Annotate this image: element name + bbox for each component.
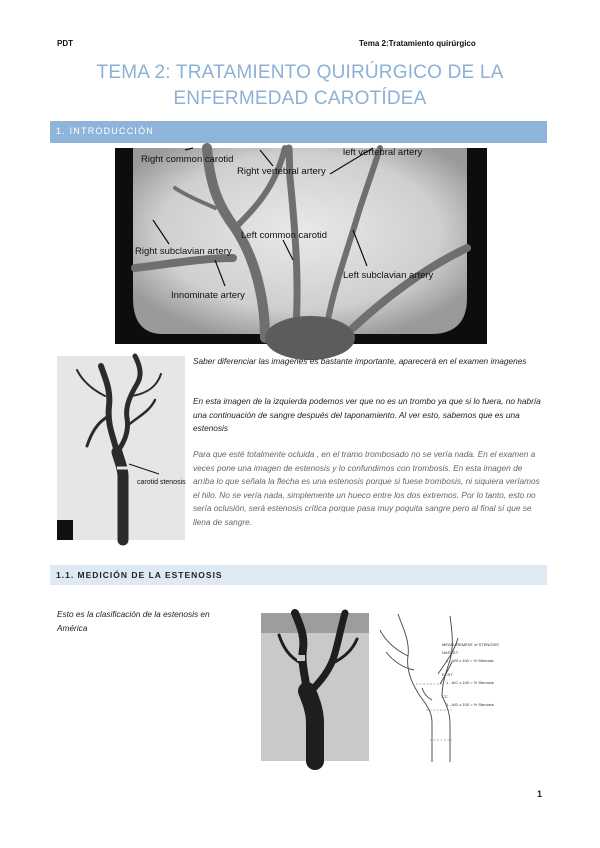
diagram-heading: MEASUREMENT of STENOSIS [442, 642, 499, 647]
paragraph-3: Para que esté totalmente ocluida , en el tramo trombosado no se vería nada. En el examen a veces pone una imagen de estenosis y lo confundimos con trombosis. En esta imagen de arriba lo que señala la flecha es una estenosis porque si fuese trombosis, ni siquiera veríamos el hilo. No se vería nada, simplemente un hueco entre los dos extremos. Por lo tanto, esto no sería oclusión, será estenosis crítica porque pasa muy poquita sangre pero al final sí que se llena de sangre. [193, 449, 540, 527]
section-heading-introduccion [50, 121, 547, 143]
title-line-1: TEMA 2: TRATAMIENTO QUIRÚRGICO DE LA [96, 62, 504, 83]
header-left: PDT [57, 39, 73, 48]
header-right: Tema 2:Tratamiento quirúrgico [359, 39, 476, 48]
diagram-method-1-name: NASCET [442, 650, 459, 655]
label-left-common-carotid: Left common carotid [241, 230, 328, 241]
diagram-method-3-name: CC [442, 694, 448, 699]
stenosis-measurement-angiogram [261, 613, 369, 761]
paragraph-2: En esta imagen de la izquierda podemos ver que no es un trombo ya que si lo fuera, no habría una continuación de sangre después del taponamiento. Al ver esto, sabemos que es una estenosis [193, 396, 541, 433]
label-carotid-stenosis: carotid stenosis [137, 479, 186, 486]
label-right-common-carotid: Right common carotid [141, 154, 234, 165]
page-number: 1 [536, 789, 542, 799]
classification-text: Esto es la clasificación de la estenosis en América [57, 609, 210, 633]
label-right-subclavian-artery: Right subclavian artery [135, 246, 232, 257]
section-heading-text: 1. INTRODUCCIÓN [56, 126, 155, 136]
diagram-method-3-formula: 1 - A/D x 100 = % Stenosis [446, 702, 494, 707]
diagram-method-1-formula: 1 - A/B x 100 = % Stenosis [446, 658, 494, 663]
label-left-subclavian-artery: Left subclavian artery [343, 270, 434, 281]
subsection-heading-medicion [50, 565, 547, 585]
title-line-2: ENFERMEDAD CAROTÍDEA [173, 88, 427, 109]
subsection-heading-text: 1.1. MEDICIÓN DE LA ESTENOSIS [56, 570, 223, 580]
label-right-vertebral-artery: Right vertebral artery [237, 166, 326, 177]
paragraph-1: Saber diferenciar las imagenes es bastante importante, aparecerá en el examen imagenes [193, 356, 527, 366]
carotid-stenosis-angiogram [57, 356, 185, 540]
diagram-method-2-formula: 1 - A/C x 100 = % Stenosis [446, 680, 494, 685]
label-left-vertebral-artery: left vertebral artery [343, 147, 423, 158]
label-innominate-artery: Innominate artery [171, 290, 245, 301]
stenosis-measurement-diagram [372, 612, 499, 762]
page-title [40, 60, 560, 112]
aortic-arch-angiogram [115, 148, 487, 344]
diagram-method-2-name: ECST [442, 672, 453, 677]
